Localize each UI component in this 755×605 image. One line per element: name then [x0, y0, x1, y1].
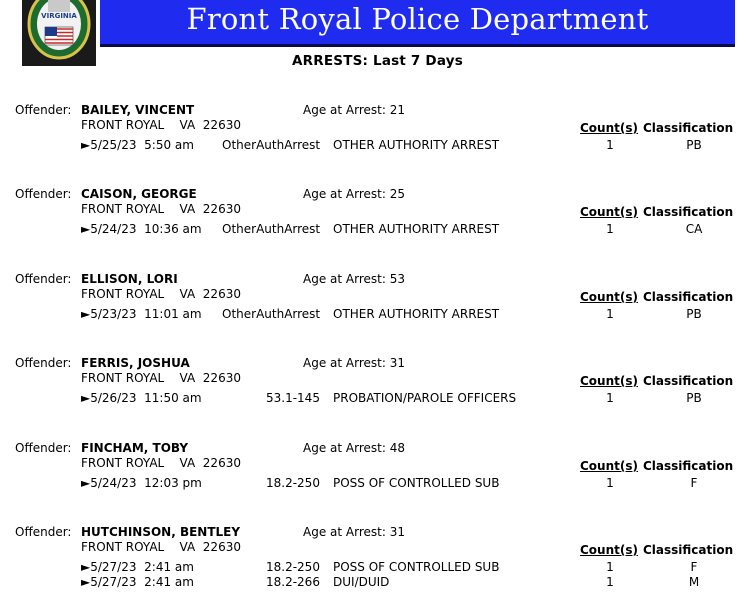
address-zip: 22630: [202, 456, 241, 470]
offender-name: CAISON, GEORGE: [81, 187, 197, 201]
charge-classification: CA: [685, 222, 703, 236]
offender-address: [81, 456, 241, 470]
charge-date: 5/27/23: [90, 560, 137, 574]
offender-label: Offender:: [15, 103, 72, 117]
report-subtitle: ARRESTS: Last 7 Days: [292, 53, 463, 69]
offender-address: [81, 287, 241, 301]
charge-time: 5:50 am: [144, 138, 194, 152]
age-value: 53: [389, 272, 405, 286]
charge-code: 53.1-145: [266, 391, 320, 405]
charge-classification: F: [690, 560, 698, 574]
offender-address: [81, 371, 241, 385]
charge-count: 1: [606, 222, 614, 236]
age-value: 31: [389, 525, 405, 539]
charge-count: 1: [606, 138, 614, 152]
offender-name: FINCHAM, TOBY: [81, 441, 189, 455]
age-label: Age at Arrest:: [303, 187, 386, 201]
offender-label: Offender:: [15, 187, 72, 201]
address-state: VA: [179, 118, 196, 132]
classification-column-header: Classification: [643, 459, 734, 473]
counts-column-header: Count(s): [580, 459, 638, 473]
charge-description: POSS OF CONTROLLED SUB: [333, 476, 500, 490]
charge-line: [0, 575, 755, 590]
charge-datetime: ►5/26/23 11:50 am: [81, 391, 202, 405]
charge-description: OTHER AUTHORITY ARREST: [333, 222, 500, 236]
age-value: 48: [389, 441, 405, 455]
charge-date: 5/23/23: [90, 307, 137, 321]
charge-code: 18.2-250: [266, 476, 320, 490]
counts-column-header: Count(s): [580, 205, 638, 219]
charge-classification: F: [690, 476, 698, 490]
charge-time: 11:01 am: [144, 307, 202, 321]
counts-column-header: Count(s): [580, 290, 638, 304]
address-zip: 22630: [202, 371, 241, 385]
charge-line: [0, 138, 755, 153]
age-value: 31: [389, 356, 405, 370]
charge-datetime: ►5/23/23 11:01 am: [81, 307, 202, 321]
charge-line: [0, 476, 755, 491]
charge-time: 2:41 am: [144, 560, 194, 574]
address-city: FRONT ROYAL: [81, 118, 165, 132]
age-label: Age at Arrest:: [303, 525, 386, 539]
offender-name: ELLISON, LORI: [81, 272, 178, 286]
charge-count: 1: [606, 476, 614, 490]
offender-name: BAILEY, VINCENT: [81, 103, 195, 117]
address-zip: 22630: [202, 287, 241, 301]
charge-time: 11:50 am: [144, 391, 202, 405]
charge-date: 5/25/23: [90, 138, 137, 152]
address-state: VA: [179, 540, 196, 554]
age-at-arrest: [303, 187, 405, 201]
age-at-arrest: [303, 441, 405, 455]
address-state: VA: [179, 456, 196, 470]
offender-label: Offender:: [15, 441, 72, 455]
charge-classification: PB: [686, 391, 702, 405]
charge-time: 2:41 am: [144, 575, 194, 589]
charge-description: OTHER AUTHORITY ARREST: [333, 138, 500, 152]
address-zip: 22630: [202, 118, 241, 132]
age-at-arrest: [303, 272, 405, 286]
classification-column-header: Classification: [643, 205, 734, 219]
offender-label: Offender:: [15, 356, 72, 370]
address-zip: 22630: [202, 540, 241, 554]
age-at-arrest: [303, 356, 405, 370]
charge-code: OtherAuthArrest: [222, 222, 321, 236]
charge-description: PROBATION/PAROLE OFFICERS: [333, 391, 517, 405]
charge-line: [0, 307, 755, 322]
offender-name: HUTCHINSON, BENTLEY: [81, 525, 241, 539]
charge-line: [0, 391, 755, 406]
classification-column-header: Classification: [643, 290, 734, 304]
charge-date: 5/24/23: [90, 476, 137, 490]
offender-address: [81, 118, 241, 132]
charge-line: [0, 222, 755, 237]
charge-count: 1: [606, 575, 614, 589]
address-city: FRONT ROYAL: [81, 371, 165, 385]
age-value: 25: [389, 187, 405, 201]
offender-name: FERRIS, JOSHUA: [81, 356, 190, 370]
address-zip: 22630: [202, 202, 241, 216]
offender-label: Offender:: [15, 525, 72, 539]
charge-count: 1: [606, 560, 614, 574]
charge-description: OTHER AUTHORITY ARREST: [333, 307, 500, 321]
counts-column-header: Count(s): [580, 374, 638, 388]
age-label: Age at Arrest:: [303, 441, 386, 455]
charge-datetime: ►5/24/23 12:03 pm: [81, 476, 202, 490]
charge-datetime: ►5/27/23 2:41 am: [81, 560, 194, 574]
classification-column-header: Classification: [643, 121, 734, 135]
charge-classification: M: [688, 575, 700, 589]
charge-time: 10:36 am: [144, 222, 202, 236]
counts-column-header: Count(s): [580, 543, 638, 557]
address-city: FRONT ROYAL: [81, 456, 165, 470]
charge-datetime: ►5/25/23 5:50 am: [81, 138, 194, 152]
charge-count: 1: [606, 307, 614, 321]
charge-time: 12:03 pm: [144, 476, 202, 490]
charge-date: 5/26/23: [90, 391, 137, 405]
address-city: FRONT ROYAL: [81, 540, 165, 554]
charge-code: OtherAuthArrest: [222, 307, 321, 321]
charge-datetime: ►5/24/23 10:36 am: [81, 222, 202, 236]
classification-column-header: Classification: [643, 374, 734, 388]
charge-description: DUI/DUID: [333, 575, 390, 589]
charge-line: [0, 560, 755, 575]
age-at-arrest: [303, 103, 405, 117]
charge-datetime: ►5/27/23 2:41 am: [81, 575, 194, 589]
address-state: VA: [179, 287, 196, 301]
address-state: VA: [179, 202, 196, 216]
page-header: [100, 0, 735, 44]
address-state: VA: [179, 371, 196, 385]
charge-classification: PB: [686, 307, 702, 321]
badge-text: VIRGINIA: [41, 12, 77, 20]
age-label: Age at Arrest:: [303, 356, 386, 370]
arrest-record: [0, 441, 755, 521]
charge-code: 18.2-250: [266, 560, 320, 574]
arrest-record: [0, 356, 755, 436]
arrest-record: [0, 103, 755, 183]
department-title: Front Royal Police Department: [186, 2, 649, 36]
age-value: 21: [389, 103, 405, 117]
age-at-arrest: [303, 525, 405, 539]
age-label: Age at Arrest:: [303, 272, 386, 286]
offender-address: [81, 202, 241, 216]
address-city: FRONT ROYAL: [81, 202, 165, 216]
charge-description: POSS OF CONTROLLED SUB: [333, 560, 500, 574]
offender-address: [81, 540, 241, 554]
classification-column-header: Classification: [643, 543, 734, 557]
charge-code: OtherAuthArrest: [222, 138, 321, 152]
arrest-record: [0, 187, 755, 267]
arrest-record: [0, 272, 755, 352]
counts-column-header: Count(s): [580, 121, 638, 135]
charge-classification: PB: [686, 138, 702, 152]
age-label: Age at Arrest:: [303, 103, 386, 117]
arrest-record: [0, 525, 755, 605]
charge-count: 1: [606, 391, 614, 405]
charge-date: 5/27/23: [90, 575, 137, 589]
offender-label: Offender:: [15, 272, 72, 286]
charge-date: 5/24/23: [90, 222, 137, 236]
charge-code: 18.2-266: [266, 575, 320, 589]
address-city: FRONT ROYAL: [81, 287, 165, 301]
